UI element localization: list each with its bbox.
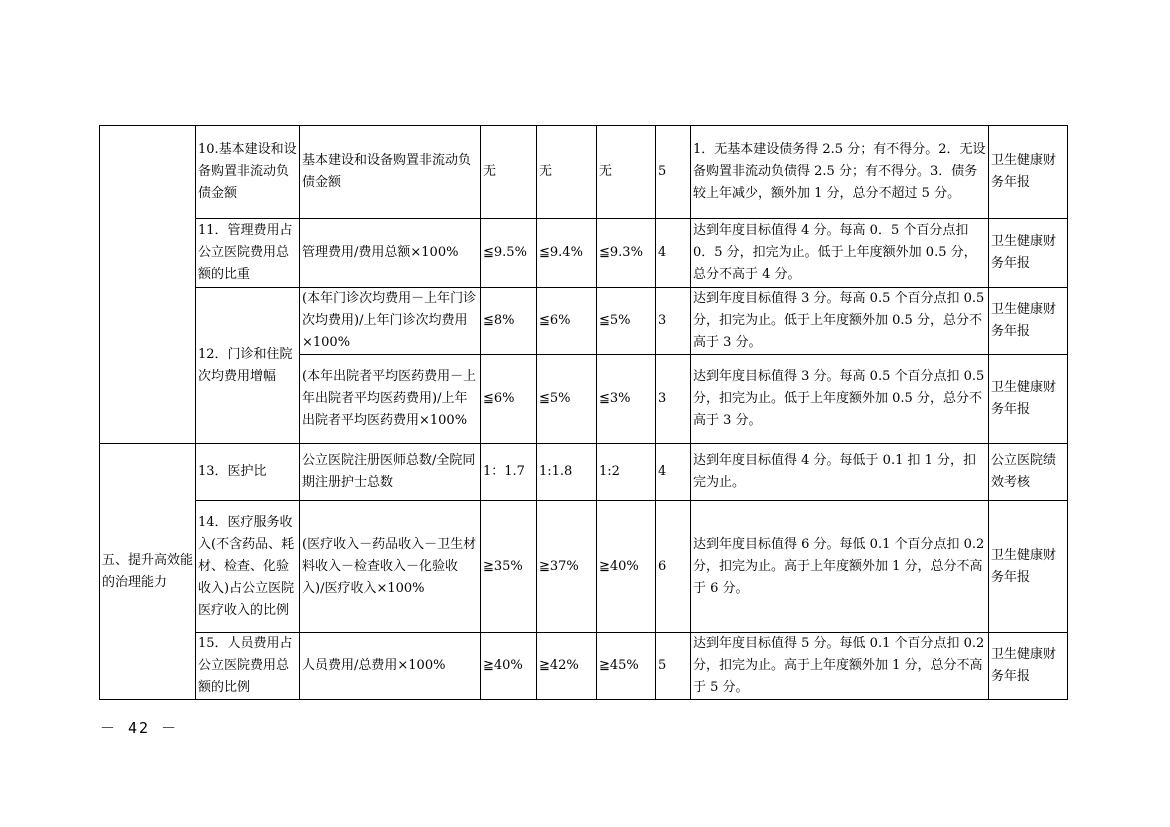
target-cell-2: ≦5% — [537, 355, 597, 444]
target-cell-1: 无 — [481, 126, 537, 219]
target-cell-1: ≧35% — [481, 501, 537, 633]
table-row — [100, 444, 1068, 501]
source-cell: 卫生健康财务年报 — [989, 355, 1068, 444]
criteria-cell: 达到年度目标值得 3 分。每高 0.5 个百分点扣 0.5 分，扣完为止。低于上年度额外加 0.5 分，总分不高于 3 分。 — [691, 288, 989, 355]
target-cell-2: 无 — [537, 126, 597, 219]
source-cell: 卫生健康财务年报 — [989, 501, 1068, 633]
indicator-cell: 15．人员费用占公立医院费用总额的比例 — [196, 633, 300, 700]
source-cell: 公立医院绩效考核 — [989, 444, 1068, 501]
target-cell-3: 无 — [597, 126, 656, 219]
formula-cell: (本年出院者平均医药费用－上年出院者平均医药费用)/上年出院者平均医药费用×100% — [300, 355, 481, 444]
score-cell: 5 — [656, 633, 691, 700]
score-cell: 4 — [656, 444, 691, 501]
criteria-cell: 达到年度目标值得 4 分。每低于 0.1 扣 1 分，扣完为止。 — [691, 444, 989, 501]
target-cell-1: ≦8% — [481, 288, 537, 355]
criteria-cell: 达到年度目标值得 3 分。每高 0.5 个百分点扣 0.5 分，扣完为止。低于上年度额外加 0.5 分，总分不高于 3 分。 — [691, 355, 989, 444]
table-row — [100, 126, 1068, 219]
target-cell-3: ≧45% — [597, 633, 656, 700]
target-cell-2: ≧37% — [537, 501, 597, 633]
table-row — [100, 501, 1068, 633]
target-cell-2: ≦6% — [537, 288, 597, 355]
category-cell-empty — [100, 126, 196, 444]
target-cell-3: ≦5% — [597, 288, 656, 355]
target-cell-2: 1:1.8 — [537, 444, 597, 501]
indicator-cell: 11．管理费用占公立医院费用总额的比重 — [196, 219, 300, 288]
criteria-cell: 达到年度目标值得 6 分。每低 0.1 个百分点扣 0.2 分，扣完为止。高于上年度额外加 1 分，总分不高于 6 分。 — [691, 501, 989, 633]
target-cell-2: ≧42% — [537, 633, 597, 700]
target-cell-3: ≦3% — [597, 355, 656, 444]
source-cell: 卫生健康财务年报 — [989, 288, 1068, 355]
indicator-cell: 10.基本建设和设备购置非流动负债金额 — [196, 126, 300, 219]
formula-cell: 管理费用/费用总额×100% — [300, 219, 481, 288]
score-cell: 3 — [656, 355, 691, 444]
criteria-cell: 达到年度目标值得 4 分。每高 0．5 个百分点扣 0．5 分，扣完为止。低于上年度额外加 0.5 分，总分不高于 4 分。 — [691, 219, 989, 288]
source-cell: 卫生健康财务年报 — [989, 219, 1068, 288]
score-cell: 3 — [656, 288, 691, 355]
target-cell-1: 1：1.7 — [481, 444, 537, 501]
formula-cell: (本年门诊次均费用－上年门诊次均费用)/上年门诊次均费用×100% — [300, 288, 481, 355]
table-row — [100, 288, 1068, 355]
indicator-cell: 13．医护比 — [196, 444, 300, 501]
criteria-cell: 1．无基本建设债务得 2.5 分；有不得分。2．无设备购置非流动负债得 2.5 分；有不得分。3．债务较上年减少，额外加 1 分，总分不超过 5 分。 — [691, 126, 989, 219]
score-cell: 5 — [656, 126, 691, 219]
table-row — [100, 633, 1068, 700]
target-cell-1: ≧40% — [481, 633, 537, 700]
indicator-cell: 12．门诊和住院次均费用增幅 — [196, 288, 300, 444]
target-cell-1: ≦9.5% — [481, 219, 537, 288]
score-cell: 6 — [656, 501, 691, 633]
target-cell-3: ≦9.3% — [597, 219, 656, 288]
source-cell: 卫生健康财务年报 — [989, 126, 1068, 219]
formula-cell: 基本建设和设备购置非流动负债金额 — [300, 126, 481, 219]
target-cell-1: ≦6% — [481, 355, 537, 444]
category-cell: 五、提升高效能的治理能力 — [100, 444, 196, 700]
source-cell: 卫生健康财务年报 — [989, 633, 1068, 700]
target-cell-3: 1:2 — [597, 444, 656, 501]
indicator-table — [99, 125, 1068, 700]
indicator-cell: 14．医疗服务收入(不含药品、耗材、检查、化验收入)占公立医院医疗收入的比例 — [196, 501, 300, 633]
page-number: － 42 － — [100, 719, 179, 737]
target-cell-2: ≦9.4% — [537, 219, 597, 288]
target-cell-3: ≧40% — [597, 501, 656, 633]
formula-cell: (医疗收入－药品收入－卫生材料收入－检查收入－化验收入)/医疗收入×100% — [300, 501, 481, 633]
criteria-cell: 达到年度目标值得 5 分。每低 0.1 个百分点扣 0.2 分，扣完为止。高于上年度额外加 1 分，总分不高于 5 分。 — [691, 633, 989, 700]
score-cell: 4 — [656, 219, 691, 288]
table-row — [100, 219, 1068, 288]
formula-cell: 人员费用/总费用×100% — [300, 633, 481, 700]
formula-cell: 公立医院注册医师总数/全院同期注册护士总数 — [300, 444, 481, 501]
